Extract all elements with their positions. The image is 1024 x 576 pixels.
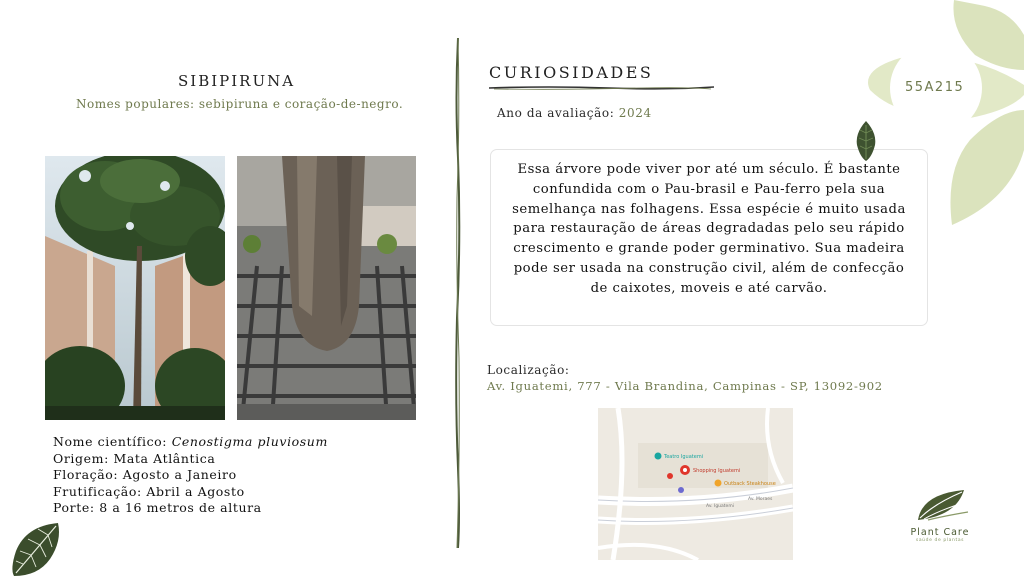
size-row [53,500,328,517]
plant-details [53,434,328,517]
location-map[interactable] [598,408,793,560]
map-poi-3[interactable]: Outback Steakhouse [724,481,776,487]
evaluation-year [497,106,652,120]
plant-care-logo-icon [904,486,976,522]
flowering-value: Agosto a Janeiro [122,467,237,482]
origin-value: Mata Atlântica [113,450,216,466]
scientific-name-row [53,434,328,451]
origin-row [53,451,328,468]
corner-leaf-icon [8,521,62,576]
curiosities-title: CURIOSIDADES [489,63,654,82]
plant-name-title: SIBIPIRUNA [178,72,296,90]
tree-canopy-photo [45,156,225,420]
scientific-name-value: Cenostigma pluviosum [171,434,328,449]
evaluation-year-label: Ano da avaliação: [497,106,615,120]
popular-names-label: Nomes populares: [76,97,195,111]
plant-care-logo-tagline: saúde de plantas [915,538,965,543]
flowering-row [53,467,328,484]
map-street-1: Av. Iguatemi [706,504,734,509]
popular-names-value: sebipiruna e coração-de-negro. [198,97,404,111]
title-underline [489,84,714,92]
fruiting-row [53,484,328,501]
size-label: Porte: [53,500,95,515]
map-poi-2[interactable]: Shopping Iguatemi [693,468,741,474]
fruiting-label: Frutificação: [53,483,142,499]
popular-names [76,97,403,111]
curiosities-text: Essa árvore pode viver por até um século. É bastante confundida com o Pau-brasil e Pau-ferro pela sua semelhança nas folhagens. Essa espécie é muito usada para restauração de áreas degradadas pelo seu rápido crescimento e grande poder germinativo. Sua madeira pode ser usada na construção civil, além de confecção de caixotes, moveis e até carvão. [512,162,906,296]
tree-trunk-photo [237,156,416,420]
origin-label: Origem: [53,450,109,466]
map-poi-1[interactable]: Teatro Iguatemi [664,454,704,460]
scientific-name-label: Nome científico: [53,434,168,449]
size-value: 8 a 16 metros de altura [99,500,262,515]
decorative-leaves-icon [860,0,1024,225]
location-address: Av. Iguatemi, 777 - Vila Brandina, Campinas - SP, 13092-902 [487,379,883,393]
plant-code: 55A215 [905,80,965,95]
location-label: Localização: [487,363,570,377]
fruiting-value: Abril a Agosto [146,483,245,499]
map-street-2: Av. Moraes [748,497,773,502]
plant-care-logo [904,486,976,546]
small-leaf-icon [855,121,877,161]
column-divider [452,38,464,548]
evaluation-year-value: 2024 [618,106,652,120]
flowering-label: Floração: [53,467,119,482]
plant-care-logo-name: Plant Care [910,527,970,538]
